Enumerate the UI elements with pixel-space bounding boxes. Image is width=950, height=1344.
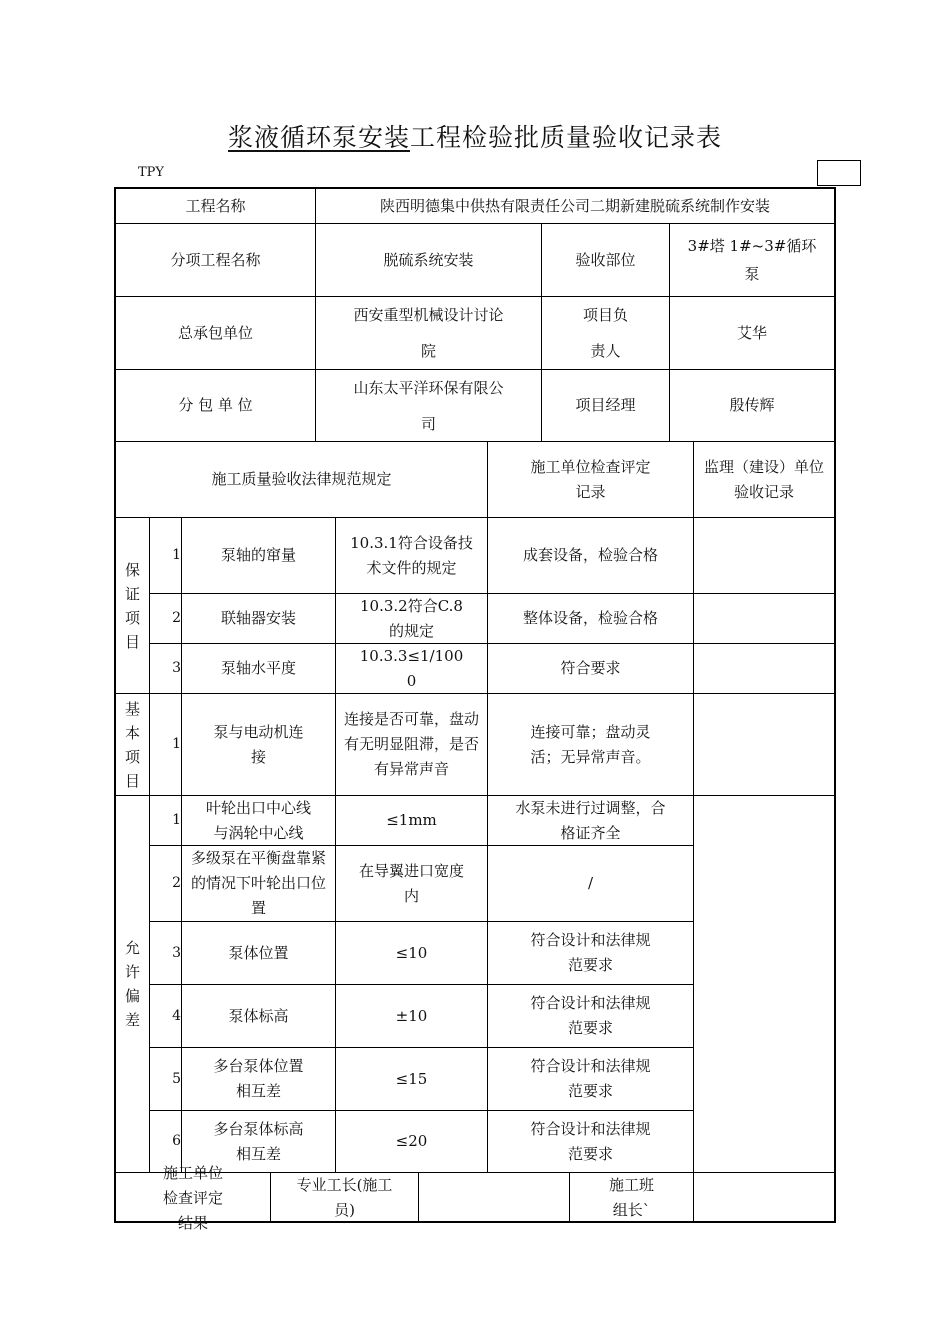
project-leader-value: 艾华 — [670, 297, 834, 370]
item-number: 3 — [150, 644, 182, 694]
item-standard: ≤15 — [336, 1048, 488, 1111]
supervisor-check-column-header: 监理（建设）单位验收记录 — [694, 442, 834, 518]
item-standard: 在导翼进口宽度内 — [336, 846, 488, 922]
item-number: 6 — [150, 1111, 182, 1173]
item-name: 泵轴水平度 — [182, 644, 336, 694]
basic-group-label: 基 本 项 目 — [116, 694, 150, 796]
project-name-label: 工程名称 — [116, 189, 316, 224]
item-supervisor-result — [694, 644, 834, 694]
item-standard: 连接是否可靠，盘动有无明显阻滞，是否有异常声音 — [336, 694, 488, 796]
standard-column-header: 施工质量验收法律规范规定 — [116, 442, 488, 518]
sub-project-value: 脱硫系统安装 — [316, 224, 542, 297]
project-manager-label: 项目经理 — [542, 370, 670, 442]
item-name: 多级泵在平衡盘靠紧的情况下叶轮出口位置 — [182, 846, 336, 922]
acceptance-part-value: 3#塔 1#~3#循环泵 — [670, 224, 834, 297]
item-name: 泵与电动机连接 — [182, 694, 336, 796]
deviation-supervisor-result — [694, 796, 834, 1173]
general-contractor-label: 总承包单位 — [116, 297, 316, 370]
deviation-group-label: 允 许 偏 差 — [116, 796, 150, 1173]
project-leader-label: 项目负责人 — [542, 297, 670, 370]
item-supervisor-result — [694, 518, 834, 594]
item-standard: 10.3.3≤1/1000 — [336, 644, 488, 694]
item-standard: 10.3.1符合设备技术文件的规定 — [336, 518, 488, 594]
item-contractor-result: 符合设计和法律规范要求 — [488, 1111, 694, 1173]
item-standard: ±10 — [336, 985, 488, 1048]
item-contractor-result: 整体设备，检验合格 — [488, 594, 694, 644]
item-contractor-result: 符合设计和法律规范要求 — [488, 922, 694, 985]
item-number: 4 — [150, 985, 182, 1048]
item-name: 泵轴的窜量 — [182, 518, 336, 594]
acceptance-part-label: 验收部位 — [542, 224, 670, 297]
project-name-value: 陕西明德集中供热有限责任公司二期新建脱硫系统制作安装 — [316, 189, 834, 224]
item-contractor-result: 水泵未进行过调整，合格证齐全 — [488, 796, 694, 846]
guarantee-group-label: 保 证 项 目 — [116, 518, 150, 694]
page-number-box — [817, 160, 861, 186]
item-standard: ≤10 — [336, 922, 488, 985]
subcontractor-value: 山东太平洋环保有限公司 — [316, 370, 542, 442]
subcontractor-label: 分 包 单 位 — [116, 370, 316, 442]
item-supervisor-result — [694, 694, 834, 796]
foreman-label: 专业工长(施工员) — [271, 1173, 419, 1223]
item-number: 2 — [150, 846, 182, 922]
item-number: 3 — [150, 922, 182, 985]
doc-code: TPY — [138, 165, 164, 180]
contractor-check-column-header: 施工单位检查评定记录 — [488, 442, 694, 518]
item-standard: ≤1mm — [336, 796, 488, 846]
item-name: 泵体标高 — [182, 985, 336, 1048]
item-name: 叶轮出口中心线与涡轮中心线 — [182, 796, 336, 846]
item-number: 1 — [150, 694, 182, 796]
item-number: 2 — [150, 594, 182, 644]
item-standard: 10.3.2符合C.8的规定 — [336, 594, 488, 644]
general-contractor-value: 西安重型机械设计讨论院 — [316, 297, 542, 370]
acceptance-record-table — [114, 187, 836, 1232]
item-contractor-result: 连接可靠；盘动灵活；无异常声音。 — [488, 694, 694, 796]
check-result-label: 施工单位检查评定结果 — [116, 1173, 271, 1223]
sub-project-label: 分项工程名称 — [116, 224, 316, 297]
item-name: 泵体位置 — [182, 922, 336, 985]
document-title: 浆液循环泵安装工程检验批质量验收记录表 — [227, 123, 723, 152]
item-contractor-result: / — [488, 846, 694, 922]
item-name: 联轴器安装 — [182, 594, 336, 644]
team-leader-label: 施工班组长` — [570, 1173, 694, 1223]
item-number: 1 — [150, 518, 182, 594]
item-name: 多台泵体位置相互差 — [182, 1048, 336, 1111]
item-name: 多台泵体标高相互差 — [182, 1111, 336, 1173]
item-number: 1 — [150, 796, 182, 846]
item-supervisor-result — [694, 594, 834, 644]
foreman-signature — [419, 1173, 570, 1223]
team-leader-signature — [694, 1173, 834, 1223]
item-contractor-result: 成套设备，检验合格 — [488, 518, 694, 594]
item-contractor-result: 符合设计和法律规范要求 — [488, 985, 694, 1048]
item-contractor-result: 符合要求 — [488, 644, 694, 694]
project-manager-value: 殷传辉 — [670, 370, 834, 442]
item-standard: ≤20 — [336, 1111, 488, 1173]
item-contractor-result: 符合设计和法律规范要求 — [488, 1048, 694, 1111]
item-number: 5 — [150, 1048, 182, 1111]
